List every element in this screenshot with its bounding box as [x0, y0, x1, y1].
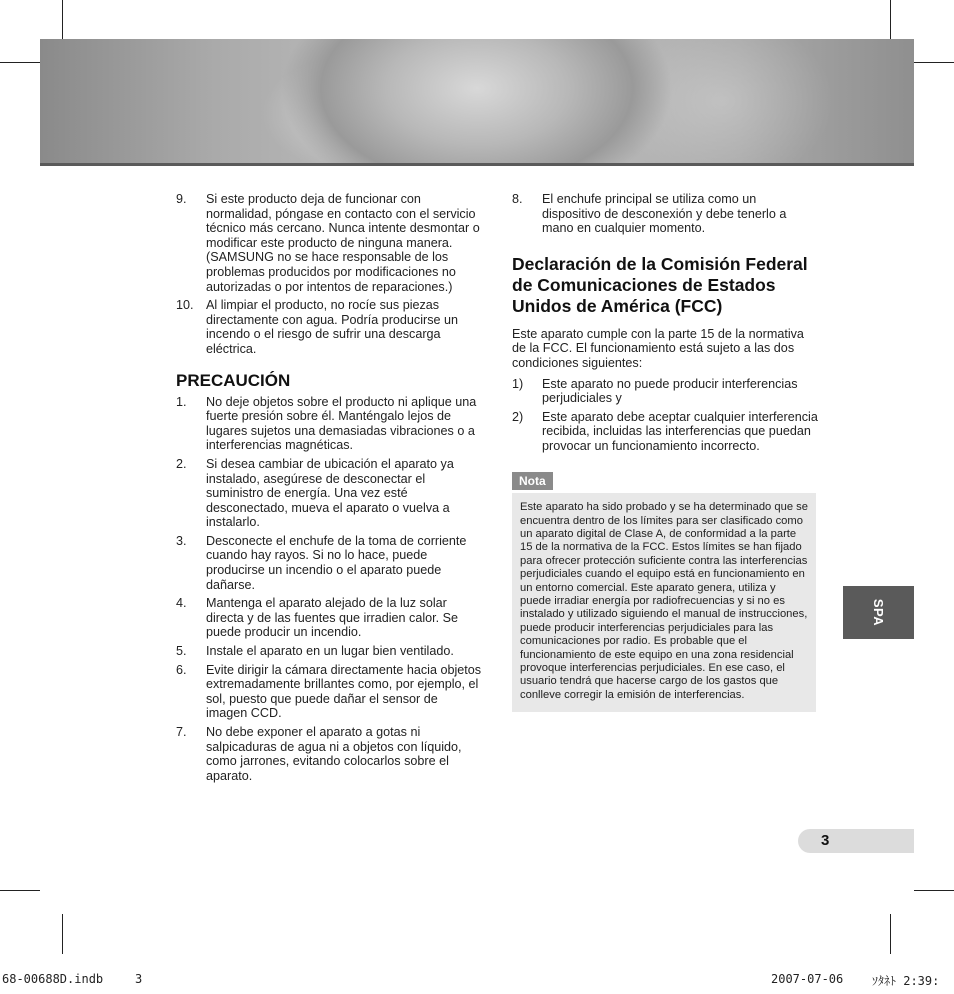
item-text: Si desea cambiar de ubicación el aparato ya instalado, asegúrese de desconectar el suministro de energía. Una vez esté desconectado, mueva el aparato o vuelva a instalarlo. — [206, 456, 454, 530]
item-number: 1) — [512, 376, 524, 391]
page-number: 3 — [821, 832, 830, 849]
crop-mark — [890, 0, 891, 40]
item-number: 3. — [176, 533, 187, 548]
nota-label: Nota — [512, 472, 553, 491]
header-divider — [40, 163, 914, 166]
right-column — [512, 192, 818, 712]
item-number: 10. — [176, 298, 194, 313]
left-column — [176, 192, 482, 787]
nota-text: Este aparato ha sido probado y se ha determinado que se encuentra dentro de los límites para ser clasificado como un aparato digital de Clase A, de conformidad a la parte 15 de la normativa de la FCC. Estos límites se han fijado para ofrecer protección suficiente contra las interferencias perjudiciales cuando el equipo está en funcionamiento en un entorno comercial. Este aparato genera, utiliza y puede irradiar energía por radiofrecuencias y si no es instalado y utilizado siguiendo el manual de instrucciones, puede producir interferencias perjudiciales para las comunicaciones por radio. Es probable que el funcionamiento de este equipo en una zona residencial provoque interferencias perjudiciales. En ese caso, el usuario tendrá que hacerse cargo de los gastos que conlleve corregir la emisión de interferencias. — [520, 501, 808, 701]
item-number: 6. — [176, 662, 187, 677]
crop-mark — [0, 890, 40, 891]
crop-mark — [62, 914, 63, 954]
list-item — [176, 663, 482, 721]
list-item — [176, 457, 482, 530]
item-text: El enchufe principal se utiliza como un dispositivo de desconexión y debe tenerlo a mano en cualquier momento. — [542, 192, 787, 236]
list-item — [176, 298, 482, 356]
list-item — [176, 725, 482, 783]
list-item — [512, 192, 818, 236]
crop-mark — [914, 62, 954, 63]
list-item — [176, 596, 482, 640]
item-number: 1. — [176, 394, 187, 409]
list-item — [512, 410, 818, 454]
item-text: Desconecte el enchufe de la toma de corriente cuando hay rayos. Si no lo hace, puede producirse un incendio o el aparato puede dañarse. — [206, 533, 467, 592]
list-item — [512, 377, 818, 406]
fcc-heading: Declaración de la Comisión Federal de Comunicaciones de Estados Unidos de América (FCC) — [512, 253, 808, 316]
list-item — [176, 395, 482, 453]
item-text: Evite dirigir la cámara directamente hacia objetos extremadamente brillantes como, por ejemplo, el sol, puesto que puede dañar el sensor de imagen CCD. — [206, 662, 482, 721]
item-text: Mantenga el aparato alejado de la luz solar directa y de las fuentes que irradien calor. Se puede producir un incendio. — [206, 596, 459, 640]
list-item — [176, 644, 482, 659]
item-text: Instale el aparato en un lugar bien ventilado. — [206, 644, 454, 659]
item-text: No deje objetos sobre el producto ni aplique una fuerte presión sobre él. Manténgalo lejos de lugares sujetos una demasiadas vibraciones o a interferencias magnéticas. — [206, 394, 477, 453]
item-number: 9. — [176, 192, 187, 206]
crop-mark — [0, 62, 40, 63]
crop-mark — [62, 0, 63, 40]
list-item — [176, 192, 482, 294]
item-number: 2. — [176, 456, 187, 471]
item-text: No debe exponer el aparato a gotas ni salpicaduras de agua ni a objetos con líquido, como jarrones, evitando colocarlos sobre el aparato. — [206, 725, 462, 783]
item-text: Este aparato no puede producir interferencias perjudiciales y — [542, 376, 798, 406]
item-text: Al limpiar el producto, no rocíe sus piezas directamente con agua. Podría producirse un incendo o el riesgo de sufrir una descarga eléctrica. — [206, 298, 459, 356]
crop-mark — [914, 890, 954, 891]
header-banner-image — [40, 39, 914, 163]
list-item — [176, 534, 482, 592]
item-number: 8. — [512, 192, 523, 206]
item-text: Si este producto deja de funcionar con normalidad, póngase en contacto con el servicio técnico más cercano. Nunca intente desmontar o modificar este producto de ninguna manera. (SAMSUNG no se hace responsable de los problemas producidos por modificaciones no autorizadas o por intentos de reparaciones.) — [206, 192, 480, 294]
nota-box — [512, 493, 816, 712]
crop-mark — [890, 914, 891, 954]
item-number: 7. — [176, 725, 187, 739]
item-number: 5. — [176, 644, 187, 659]
item-number: 2) — [512, 409, 524, 424]
footer-file: 68-00688D.indb — [2, 972, 104, 986]
item-text: Este aparato debe aceptar cualquier interferencia recibida, incluidas las interferencias que puedan provocar un funcionamiento incorrecto. — [542, 409, 818, 453]
fcc-intro: Este aparato cumple con la parte 15 de la normativa de la FCC. El funcionamiento está sujeto a las dos condiciones siguientes: — [512, 326, 804, 370]
footer-time: ｿﾀﾈﾄ 2:39: — [872, 974, 940, 988]
precaucion-heading: PRECAUCIÓN — [176, 370, 291, 390]
page-number-pill — [798, 829, 914, 853]
language-tab — [843, 586, 914, 639]
footer-date: 2007-07-06 — [771, 972, 844, 986]
footer-page: 3 — [135, 972, 143, 986]
language-tab-label: SPA — [870, 598, 886, 627]
item-number: 4. — [176, 596, 187, 611]
